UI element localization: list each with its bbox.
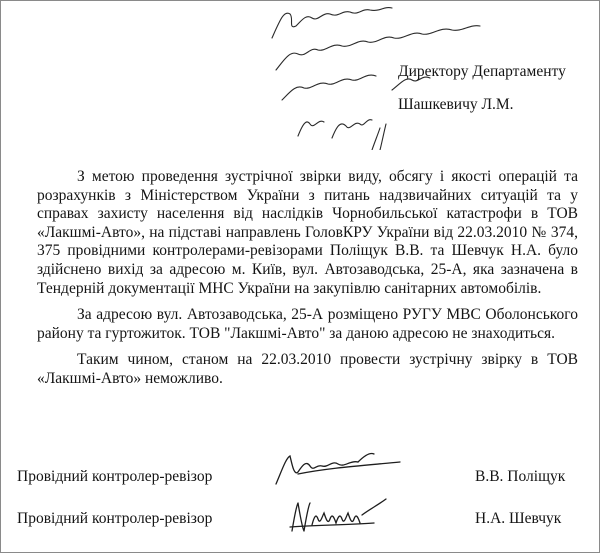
addressee-position: Директору Департаменту bbox=[398, 63, 566, 80]
addressee-name: Шашкевичу Л.М. bbox=[398, 96, 514, 113]
handwritten-signature-2 bbox=[286, 495, 396, 537]
signer-title-2: Провідний контролер-ревізор bbox=[17, 510, 213, 527]
signer-title-1: Провідний контролер-ревізор bbox=[17, 468, 213, 485]
signer-name-2: Н.А. Шевчук bbox=[475, 510, 562, 527]
body-paragraph: Таким чином, станом на 22.03.2010 провести зустрічну звірку в ТОВ «Лакшмі-Авто» неможливо. bbox=[37, 351, 578, 387]
letter-body bbox=[37, 168, 578, 397]
signer-name-1: В.В. Поліщук bbox=[475, 468, 566, 485]
handwritten-signature-1 bbox=[268, 446, 408, 491]
body-paragraph: За адресою вул. Автозаводська, 25-А розміщено РУГУ МВС Оболонського району та гуртожиток. ТОВ "Лакшмі-Авто" за даною адресою не знаходиться. bbox=[37, 306, 578, 342]
body-paragraph: З метою проведення зустрічної звірки виду, обсягу і якості операцій та розрахунків з Міністерством України з питань надзвичайних ситуацій та у справах захисту населення від наслідків Чорнобильської катастрофи в ТОВ «Лакшмі-Авто», на підставі направлень ГоловКРУ України від 22.03.2010 № 374, 375 провідними контролерами-ревізорами Поліщук В.В. та Шевчук Н.А. було здійснено вихід за адресою м. Київ, вул. Автозаводська, 25-А, яка зазначена в Тендерній документації МНС України на закупівлю санітарних автомобілів. bbox=[37, 168, 578, 297]
